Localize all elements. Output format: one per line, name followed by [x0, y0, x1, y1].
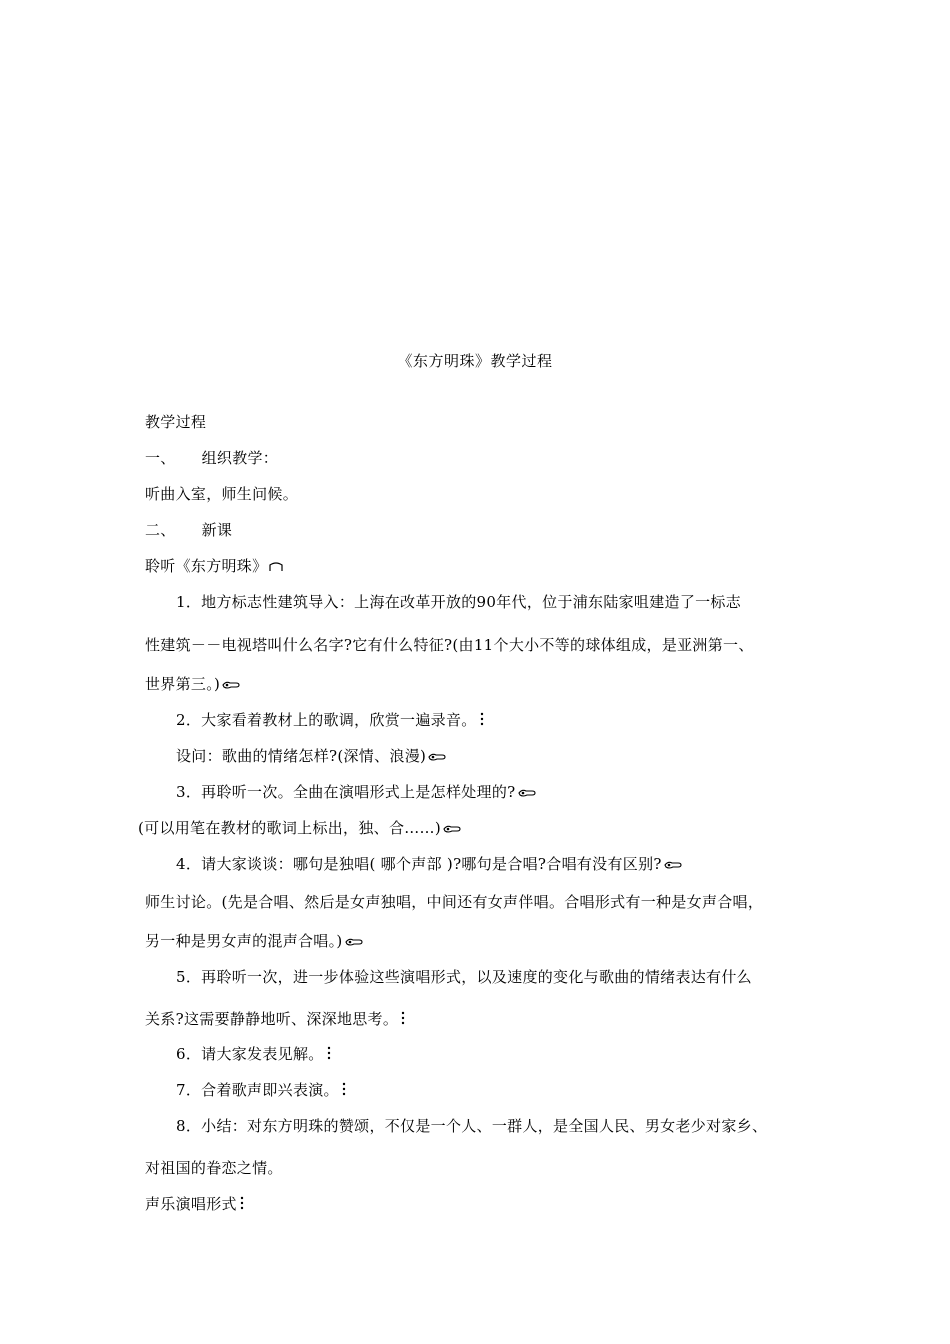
- hand-glyph-icon: [428, 745, 446, 769]
- section-heading: 声乐演唱形式: [145, 1192, 825, 1217]
- paragraph: 7．合着歌声即兴表演。: [176, 1078, 856, 1103]
- paragraph: 师生讨论。(先是合唱、然后是女声独唱，中间还有女声伴唱。合唱形式有一种是女声合唱，: [145, 893, 764, 911]
- paragraph: 4．请大家谈谈：哪句是独唱( 哪个声部 )?哪句是合唱?合唱有没有区别?: [176, 852, 856, 877]
- hand-glyph-icon: [443, 817, 461, 841]
- paragraph: 2．大家看着教材上的歌调，欣赏一遍录音。: [176, 708, 856, 733]
- paragraph: 3．再聆听一次。全曲在演唱形式上是怎样处理的?: [176, 780, 856, 805]
- paragraph: 聆听《东方明珠》: [145, 554, 825, 579]
- paragraph: (可以用笔在教材的歌词上标出，独、合……): [138, 816, 818, 841]
- paragraph: 世界第三。): [145, 672, 825, 697]
- paragraph: 对祖国的眷恋之情。: [145, 1159, 283, 1177]
- vertical-dots-icon: [341, 1079, 347, 1103]
- vertical-dots-icon: [479, 709, 485, 733]
- section-heading: 教学过程: [145, 413, 207, 431]
- vertical-dots-icon: [239, 1193, 245, 1217]
- paragraph: 性建筑－－电视塔叫什么名字?它有什么特征?(由11个大小不等的球体组成，是亚洲第一、: [145, 636, 754, 654]
- paragraph: 5．再聆听一次，进一步体验这些演唱形式，以及速度的变化与歌曲的情绪表达有什么: [176, 968, 752, 986]
- vertical-dots-icon: [400, 1008, 406, 1032]
- paragraph: 听曲入室，师生问候。: [145, 485, 299, 503]
- paragraph: 另一种是男女声的混声合唱。): [145, 929, 825, 954]
- paragraph: 8．小结：对东方明珠的赞颂，不仅是一个人、一群人，是全国人民、男女老少对家乡、: [176, 1117, 768, 1135]
- paragraph: 1．地方标志性建筑导入：上海在改革开放的90年代，位于浦东陆家咀建造了一标志: [176, 593, 742, 611]
- hand-glyph-icon: [345, 930, 363, 954]
- numbered-heading-1: 一、 组织教学：: [145, 449, 279, 467]
- vertical-dots-icon: [326, 1043, 332, 1067]
- numbered-heading-2: 二、 新课: [145, 521, 233, 539]
- hand-glyph-icon: [664, 853, 682, 877]
- hand-glyph-icon: [222, 673, 240, 697]
- hand-glyph-icon: [518, 781, 536, 805]
- paragraph: 关系?这需要静静地听、深深地思考。: [145, 1007, 825, 1032]
- speaker-glyph-icon: [269, 555, 283, 579]
- document-title: 《东方明珠》教学过程: [397, 352, 553, 370]
- paragraph: 设问：歌曲的情绪怎样?(深情、浪漫): [176, 744, 856, 769]
- paragraph: 6．请大家发表见解。: [176, 1042, 856, 1067]
